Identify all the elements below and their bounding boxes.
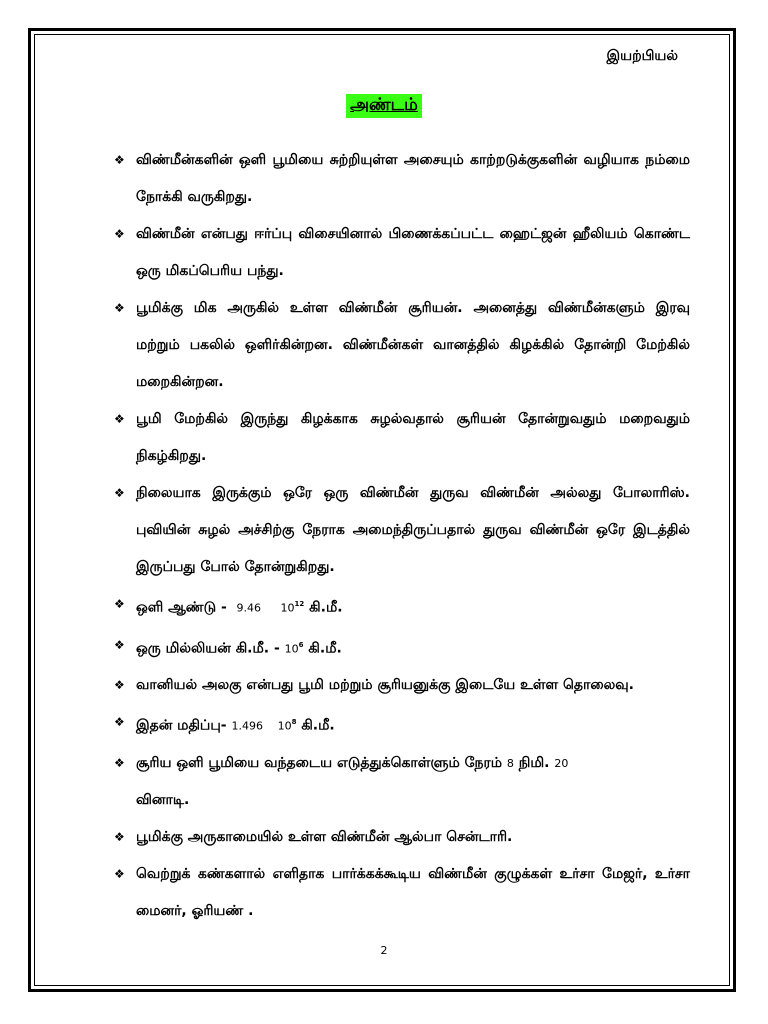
list-item: ❖ வெற்றுக் கண்களால் எளிதாக பார்க்கக்கூடிய விண்மீன் குழுக்கள் உர்சா மேஜர், உர்சா மைனர், ஓரியண் . [114,856,690,930]
list-item: ❖ பூமிக்கு அருகாமையில் உள்ள விண்மீன் ஆல்பா சென்டாரி. [114,819,690,856]
bullet-icon: ❖ [114,227,125,241]
list-item: ❖ பூமி மேற்கில் இருந்து கிழக்காக சுழல்வதால் சூரியன் தோன்றுவதும் மறைவதும் நிகழ்கிறது. [114,401,690,475]
page-title: அண்டம் [346,94,422,118]
list-item: ❖ விண்மீன்களின் ஒளி பூமியை சுற்றியுள்ள அசையும் காற்றடுக்குகளின் வழியாக நம்மை நோக்கி வருகிறது. [114,142,690,216]
list-item-light-year: ❖ ஒளி ஆண்டு - 9.46 $10^{12}$ கி.மீ. [114,586,690,627]
bullet-icon: ❖ [114,597,125,611]
list-item-million-km: ❖ ஒரு மில்லியன் கி.மீ. - $10^6$ கி.மீ. [114,627,690,668]
list-item-au: ❖ வானியல் அலகு என்பது பூமி மற்றும் சூரியனுக்கு இடையே உள்ள தொலைவு. [114,667,690,704]
list-item-sunlight: ❖ சூரிய ஒளி பூமியை வந்தடைய எடுத்துக்கொள்ளும் நேரம் 8 நிமி. 20 வினாடி. [114,745,690,819]
bullet-icon: ❖ [114,866,125,881]
list-item: ❖ நிலையாக இருக்கும் ஒரே ஒரு விண்மீன் துருவ விண்மீன் அல்லது போலாரிஸ். புவியின் சுழல் அச்சிற்கு நேராக அமைந்திருப்பதால் துருவ விண்மீன் ஒரே இடத்தில் இருப்பது போல் தோன்றுகிறது. [114,475,690,586]
bullet-icon: ❖ [114,755,125,770]
list-item-au-value: ❖ இதன் மதிப்பு- 1.496 $10^8$ கி.மீ. [114,704,690,745]
bullet-list [114,142,690,930]
bullet-icon: ❖ [114,678,125,693]
bullet-icon: ❖ [114,637,125,652]
title-wrapper [0,94,768,118]
bullet-icon: ❖ [114,301,125,315]
bullet-icon: ❖ [114,153,125,167]
bullet-icon: ❖ [114,715,125,730]
bullet-icon: ❖ [114,829,125,844]
list-item: ❖ விண்மீன் என்பது ஈர்ப்பு விசையினால் பிணைக்கப்பட்ட ஹைட்ஜன் ஹீலியம் கொண்ட ஒரு மிகப்பெரிய பந்து. [114,216,690,290]
bullet-icon: ❖ [114,412,125,426]
list-item: ❖ பூமிக்கு மிக அருகில் உள்ள விண்மீன் சூரியன். அனைத்து விண்மீன்களும் இரவு மற்றும் பகலில் ஒளிர்கின்றன. விண்மீன்கள் வானத்தில் கிழக்கில் தோன்றி மேற்கில் மறைகின்றன. [114,290,690,401]
subject-header: இயற்பியல் [606,48,678,64]
bullet-icon: ❖ [114,486,125,500]
page-number: 2 [380,944,388,957]
